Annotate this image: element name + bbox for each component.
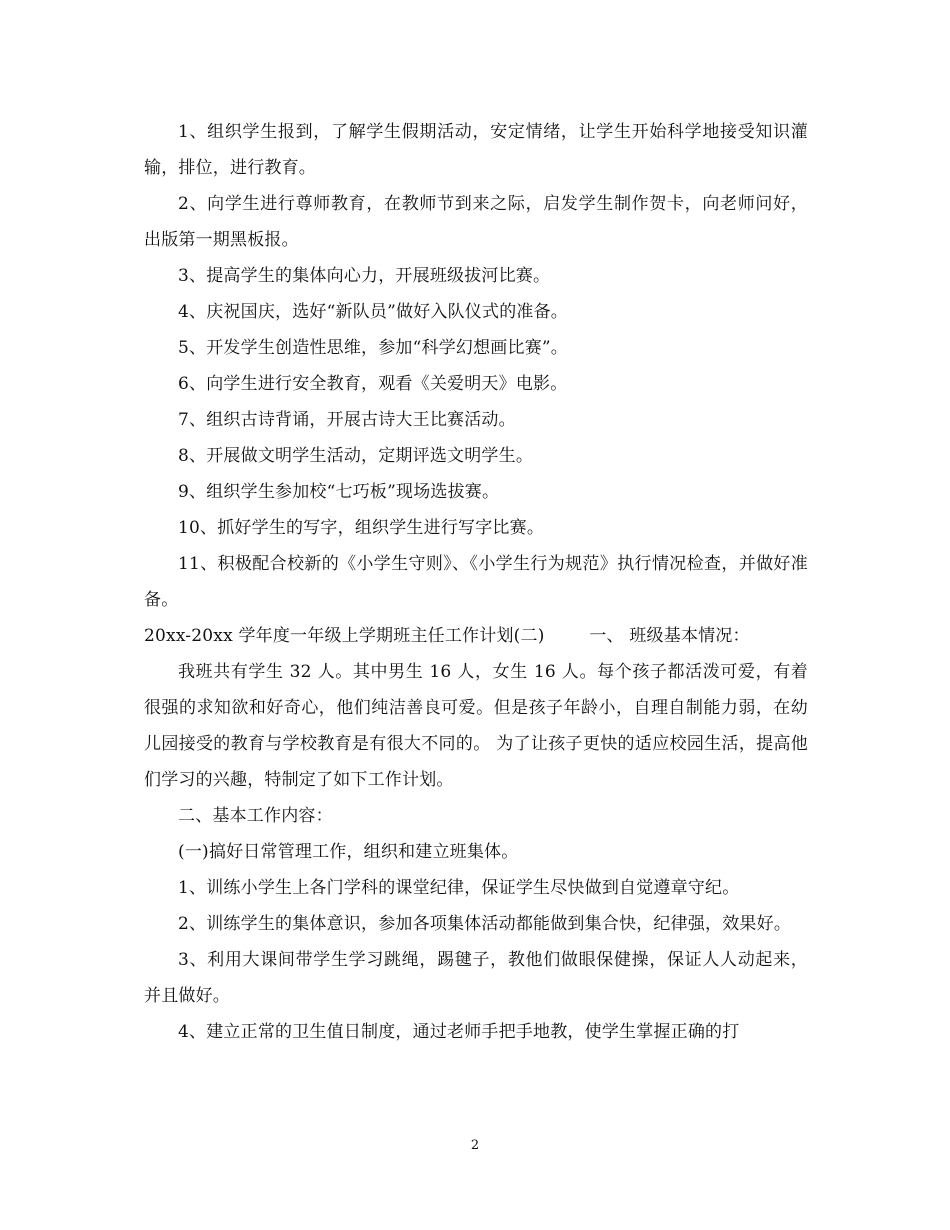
subsection-heading-daily-management: (一)搞好日常管理工作，组织和建立班集体。 (178, 842, 519, 862)
document-body (144, 114, 808, 1050)
paragraph-item-5: 5、开发学生创造性思维，参加“科学幻想画比赛”。 (178, 338, 568, 358)
paragraph-work-item-1: 1、训练小学生上各门学科的课堂纪律，保证学生尽快做到自觉遵章守纪。 (178, 878, 740, 898)
page-number: 2 (470, 1138, 480, 1153)
paragraph-item-2: 2、向学生进行尊师教育，在教师节到来之际，启发学生制作贺卡，向老师问好，出版第一期黑板报。 (144, 194, 808, 250)
paragraph-item-6: 6、向学生进行安全教育，观看《关爱明天》电影。 (178, 374, 568, 394)
section-heading-basic-work: 二、基本工作内容： (178, 806, 333, 826)
paragraph-item-4: 4、庆祝国庆，选好“新队员”做好入队仪式的准备。 (178, 302, 568, 322)
paragraph-item-11: 11、积极配合校新的《小学生守则》、《小学生行为规范》执行情况检查，并做好准备。 (144, 554, 808, 610)
paragraph-work-item-3: 3、利用大课间带学生学习跳绳，踢毽子，教他们做眼保健操，保证人人动起来，并且做好。 (144, 950, 808, 1006)
paragraph-work-item-2: 2、训练学生的集体意识，参加各项集体活动都能做到集合快，纪律强，效果好。 (178, 914, 792, 934)
paragraph-class-overview: 我班共有学生 32 人。其中男生 16 人，女生 16 人。每个孩子都活泼可爱，有着很强的求知欲和好奇心，他们纯洁善良可爱。但是孩子年龄小，自理自制能力弱，在幼儿园接受的教育与学校教育是有很大不同的。 为了让孩子更快的适应校园生活，提高他们学习的兴趣，特制定了如下工作计划。 (144, 662, 808, 790)
section-heading-plan-two: 20xx-20xx 学年度一年级上学期班主任工作计划(二) 一、 班级基本情况： (144, 626, 750, 646)
paragraph-work-item-4: 4、建立正常的卫生值日制度，通过老师手把手地教，使学生掌握正确的打 (178, 1022, 740, 1042)
paragraph-item-1: 1、组织学生报到，了解学生假期活动，安定情绪，让学生开始科学地接受知识灌输，排位，进行教育。 (144, 122, 808, 178)
paragraph-item-9: 9、组织学生参加校“七巧板”现场选拔赛。 (178, 482, 500, 502)
paragraph-item-3: 3、提高学生的集体向心力，开展班级拔河比赛。 (178, 266, 551, 286)
paragraph-item-7: 7、组织古诗背诵，开展古诗大王比赛活动。 (178, 410, 516, 430)
paragraph-item-10: 10、抓好学生的写字，组织学生进行写字比赛。 (178, 518, 545, 538)
paragraph-item-8: 8、开展做文明学生活动，定期评选文明学生。 (178, 446, 534, 466)
